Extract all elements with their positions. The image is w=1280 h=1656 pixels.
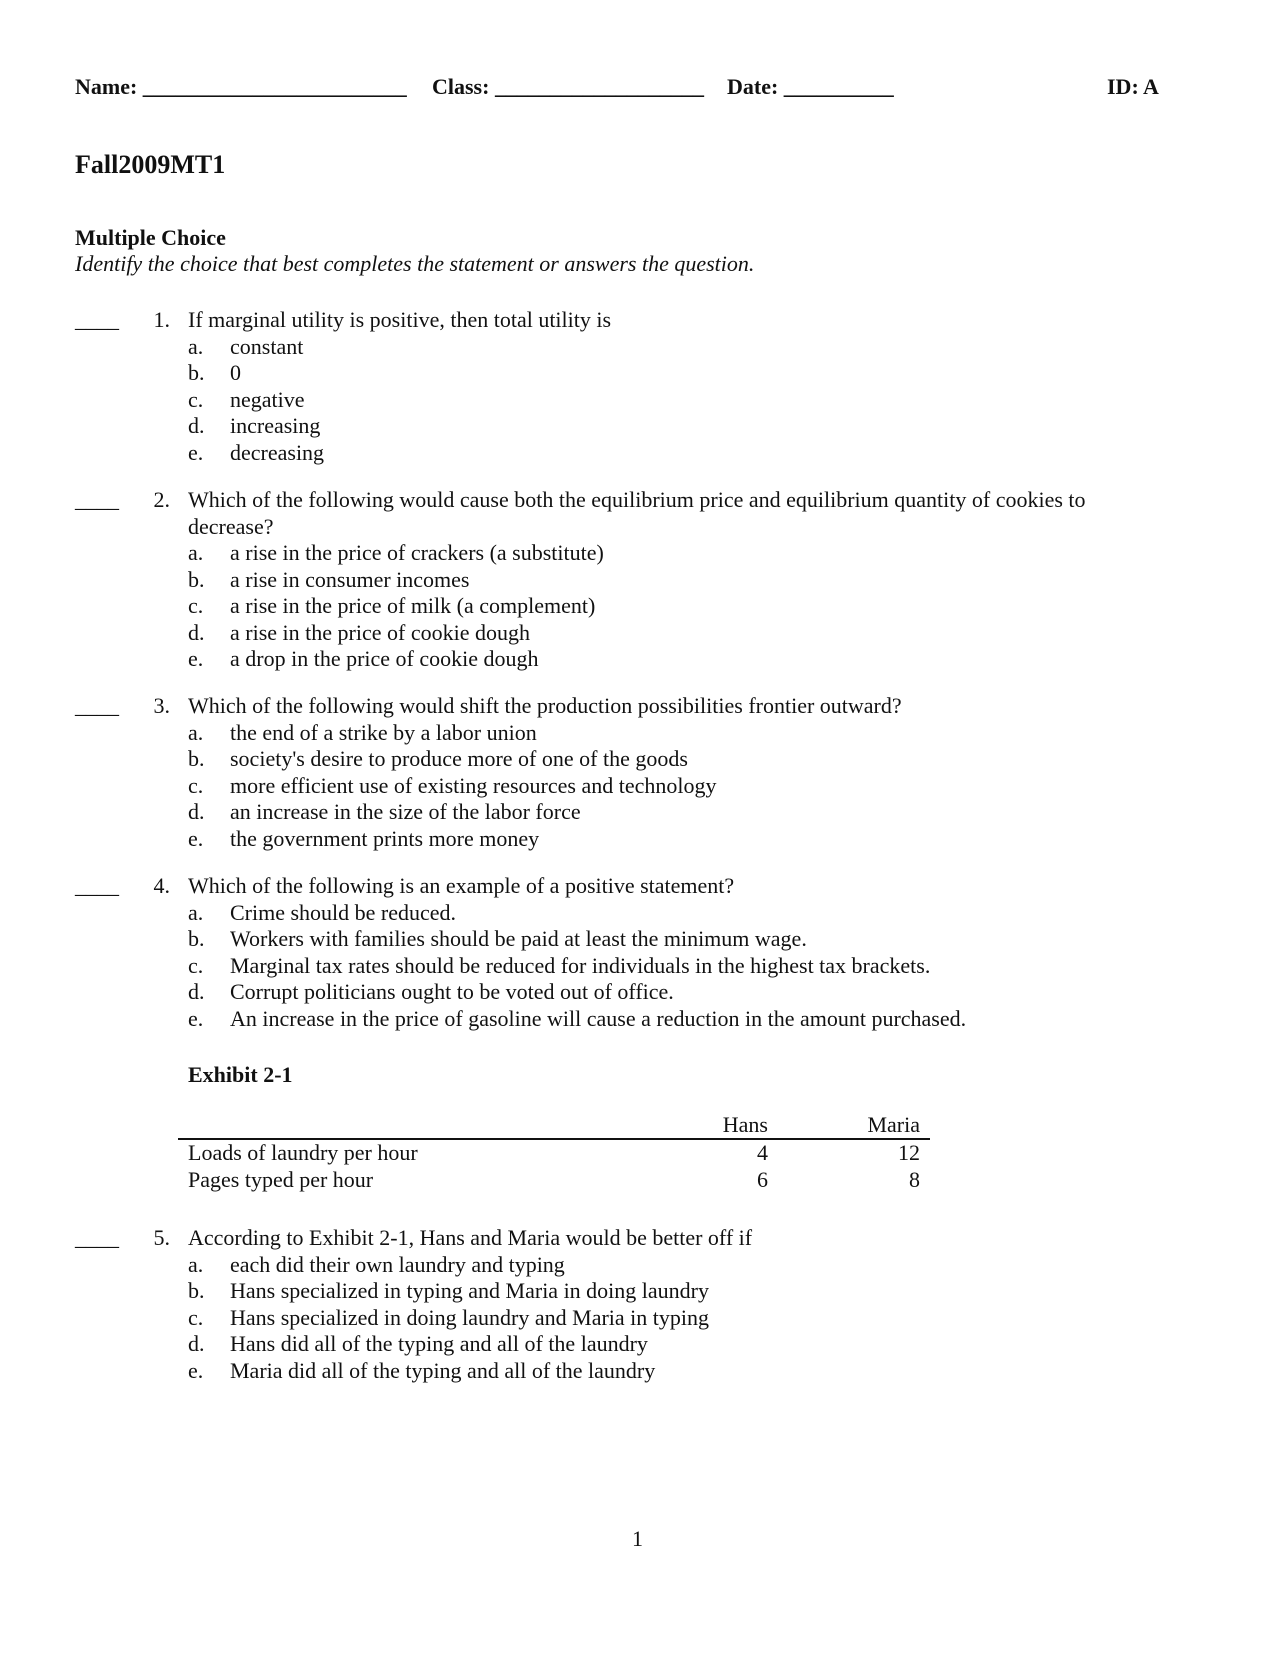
- class-field[interactable]: Class: ___________________: [432, 74, 704, 99]
- choice-letter: c.: [188, 593, 204, 619]
- exhibit-column-header: Hans: [722, 1112, 768, 1137]
- choice-letter: d.: [188, 1331, 205, 1357]
- choice-letter: b.: [188, 926, 205, 952]
- choice-text: constant: [230, 333, 304, 359]
- choice-text: society's desire to produce more of one of the goods: [230, 746, 688, 772]
- answer-blank[interactable]: ____: [75, 487, 119, 512]
- id-label: ID: A: [1107, 74, 1159, 99]
- choice-text: a rise in the price of milk (a complement): [230, 593, 596, 619]
- choice-text: An increase in the price of gasoline will cause a reduction in the amount purchased.: [230, 1005, 967, 1031]
- choice-letter: e.: [188, 1005, 204, 1031]
- exhibit-table: [178, 1112, 930, 1194]
- choice-letter: d.: [188, 619, 205, 645]
- choice-letter: d.: [188, 979, 205, 1005]
- choice-text: Corrupt politicians ought to be voted out of office.: [230, 979, 674, 1005]
- choice-letter: a.: [188, 899, 204, 925]
- question-stem: If marginal utility is positive, then total utility is: [188, 307, 612, 332]
- choice-text: Workers with families should be paid at least the minimum wage.: [230, 926, 807, 952]
- choice-letter: d.: [188, 799, 205, 825]
- section-title: Multiple Choice: [75, 225, 226, 250]
- choice-letter: a.: [188, 333, 204, 359]
- section-instructions: Identify the choice that best completes the statement or answers the question.: [75, 251, 755, 276]
- choice-letter: a.: [188, 719, 204, 745]
- choice-letter: e.: [188, 439, 204, 465]
- exhibit-cell: 12: [898, 1140, 920, 1165]
- choice-text: Marginal tax rates should be reduced for individuals in the highest tax brackets.: [230, 952, 931, 978]
- choice-text: Hans specialized in typing and Maria in doing laundry: [230, 1278, 709, 1304]
- choice-letter: e.: [188, 646, 204, 672]
- question-stem: Which of the following would cause both the equilibrium price and equilibrium quantity of cookies to decrease?: [188, 487, 1086, 539]
- choice-text: decreasing: [230, 439, 325, 465]
- choice-letter: b.: [188, 746, 205, 772]
- choice-letter: b.: [188, 1278, 205, 1304]
- choice-text: Hans specialized in doing laundry and Maria in typing: [230, 1304, 709, 1330]
- answer-blank[interactable]: ____: [75, 873, 119, 898]
- exhibit-row-label: Pages typed per hour: [188, 1167, 374, 1192]
- question-stem: According to Exhibit 2-1, Hans and Maria would be better off if: [188, 1225, 753, 1250]
- choice-letter: e.: [188, 1357, 204, 1383]
- exhibit-header-row: [178, 1112, 930, 1138]
- exhibit-cell: 4: [757, 1140, 768, 1165]
- choice-letter: c.: [188, 952, 204, 978]
- choice-text: Crime should be reduced.: [230, 899, 457, 925]
- choice-text: the government prints more money: [230, 825, 540, 851]
- document-title: Fall2009MT1: [75, 150, 226, 179]
- choice-letter: c.: [188, 772, 204, 798]
- exhibit-cell: 8: [909, 1167, 920, 1192]
- choice-text: the end of a strike by a labor union: [230, 719, 537, 745]
- choice-letter: a.: [188, 540, 204, 565]
- answer-blank[interactable]: ____: [75, 307, 119, 332]
- exhibit-row: [178, 1140, 930, 1167]
- exhibit-row-label: Loads of laundry per hour: [188, 1140, 418, 1165]
- exhibit-cell: 6: [757, 1167, 768, 1192]
- choice-text: an increase in the size of the labor force: [230, 799, 581, 825]
- choice-text: a rise in consumer incomes: [230, 566, 470, 592]
- choice-text: increasing: [230, 413, 321, 439]
- question-number: 3.: [153, 693, 170, 718]
- page-number: 1: [632, 1526, 643, 1551]
- question-stem: Which of the following would shift the production possibilities frontier outward?: [188, 693, 902, 718]
- choice-letter: c.: [188, 386, 204, 412]
- choice-letter: b.: [188, 566, 205, 592]
- choice-text: each did their own laundry and typing: [230, 1251, 565, 1277]
- exhibit-column-header: Maria: [867, 1112, 920, 1137]
- question-number: 4.: [153, 873, 170, 898]
- answer-blank[interactable]: ____: [75, 1225, 119, 1250]
- choice-letter: c.: [188, 1304, 204, 1330]
- choice-text: more efficient use of existing resources and technology: [230, 772, 717, 798]
- answer-blank[interactable]: ____: [75, 693, 119, 718]
- name-field[interactable]: Name: ________________________: [75, 74, 407, 99]
- choice-text: Maria did all of the typing and all of the laundry: [230, 1357, 656, 1383]
- date-field[interactable]: Date: __________: [727, 74, 894, 99]
- choice-text: a drop in the price of cookie dough: [230, 646, 539, 672]
- exhibit-row: [178, 1167, 930, 1194]
- choice-text: 0: [230, 360, 241, 386]
- question-stem: Which of the following is an example of a positive statement?: [188, 873, 735, 898]
- choice-letter: a.: [188, 1251, 204, 1277]
- choice-letter: e.: [188, 825, 204, 851]
- choice-letter: d.: [188, 413, 205, 439]
- question-number: 1.: [153, 307, 170, 332]
- choice-text: a rise in the price of crackers (a substitute): [230, 540, 604, 565]
- choice-text: a rise in the price of cookie dough: [230, 619, 530, 645]
- choice-text: negative: [230, 386, 305, 412]
- question-number: 2.: [153, 487, 170, 512]
- exhibit-title: Exhibit 2-1: [188, 1062, 293, 1087]
- question-number: 5.: [153, 1225, 170, 1250]
- choice-letter: b.: [188, 360, 205, 386]
- choice-text: Hans did all of the typing and all of the laundry: [230, 1331, 648, 1357]
